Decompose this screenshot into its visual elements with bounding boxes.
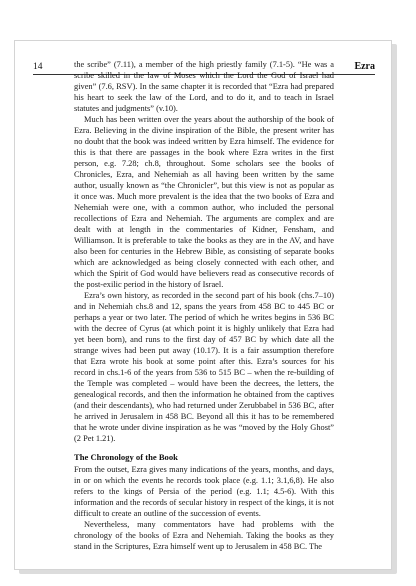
body-text	[74, 59, 334, 552]
section-heading: The Chronology of the Book	[74, 452, 178, 462]
section-paragraph-1: From the outset, Ezra gives many indications of the years, months, and days, in or on which the events he records took place (e.g. 1.1; 3.1,6,8). He also refers to the kings of Persia of the period (e.g. 1.1; 4.5-6). With this information and the records of secular history in respect of the kings, it is not difficult to create an outline of the succession of events.	[74, 465, 334, 518]
paragraph-3: Ezra’s own history, as recorded in the second part of his book (chs.7–10) and in Nehemiah chs.8 and 12, spans the years from 458 BC to 445 BC or perhaps a year or two later. The period of which he writes begins in 536 BC with the decree of Cyrus (at which point it is highly unlikely that Ezra had yet been born), and runs to the first day of 457 BC by which date all the strange wives had been put away (10.17). It is a fair assumption therefore that Ezra wrote his book at some point after this. Ezra’s sources for his record in chs.1-6 of the years from 536 to 515 BC – when the re-building of the Temple was completed – would have been the decrees, the letters, the genealogical records, and then the information he obtained from the captives (and their descendants), who had returned under Zerubbabel in 536 BC, after he arrived in Jerusalem in 458 BC. Beyond all this it has to be remembered that he wrote under divine inspiration as he was “moved by the Holy Ghost” (2 Pet 1.21).	[74, 291, 334, 443]
paragraph-2: Much has been written over the years about the authorship of the book of Ezra. Believing in the divine inspiration of the Bible, the present writer has no doubt that the book was indeed written by Ezra himself. The evidence for this is that there are passages in the book where Ezra writes in the first person, e.g. 7.28; ch.8, throughout. Some scholars see the books of Chronicles, Ezra, and Nehemiah as all having been written by the same author, usually known as “the Chronicler”, but this view is not as popular as it once was. Much more prevalent is the idea that the two books of Ezra and Nehemiah were one, with a common author, who included the personal recollections of Ezra and Nehemiah. The arguments are complex and are dealt with at length in the commentaries of Kidner, Fensham, and Williamson. It is preferable to take the books as they are in the AV, and have also been for centuries in the Hebrew Bible, as consisting of separate books which are acknowledged as being closely connected with each other, and which the Spirit of God would have believers read as consecutive records of the post-exilic period in the history of Israel.	[74, 115, 334, 289]
running-head-title: Ezra	[354, 61, 375, 72]
page-number: 14	[33, 62, 43, 72]
paragraph-1: the scribe” (7.11), a member of the high priestly family (7.1-5). “He was a scribe skilled in the law of Moses which the Lord the God of Israel had given” (7.6, RSV). In the same chapter it is recorded that “Ezra had prepared his heart to seek the law of the Lord, and to do it, and to teach in Israel statutes and judgments” (v.10).	[74, 60, 334, 113]
section-paragraph-2: Nevertheless, many commentators have had problems with the chronology of the books of Ezra and Nehemiah. Taking the books as they stand in the Scriptures, Ezra himself went up to Jerusalem in 458 BC. The	[74, 520, 334, 551]
